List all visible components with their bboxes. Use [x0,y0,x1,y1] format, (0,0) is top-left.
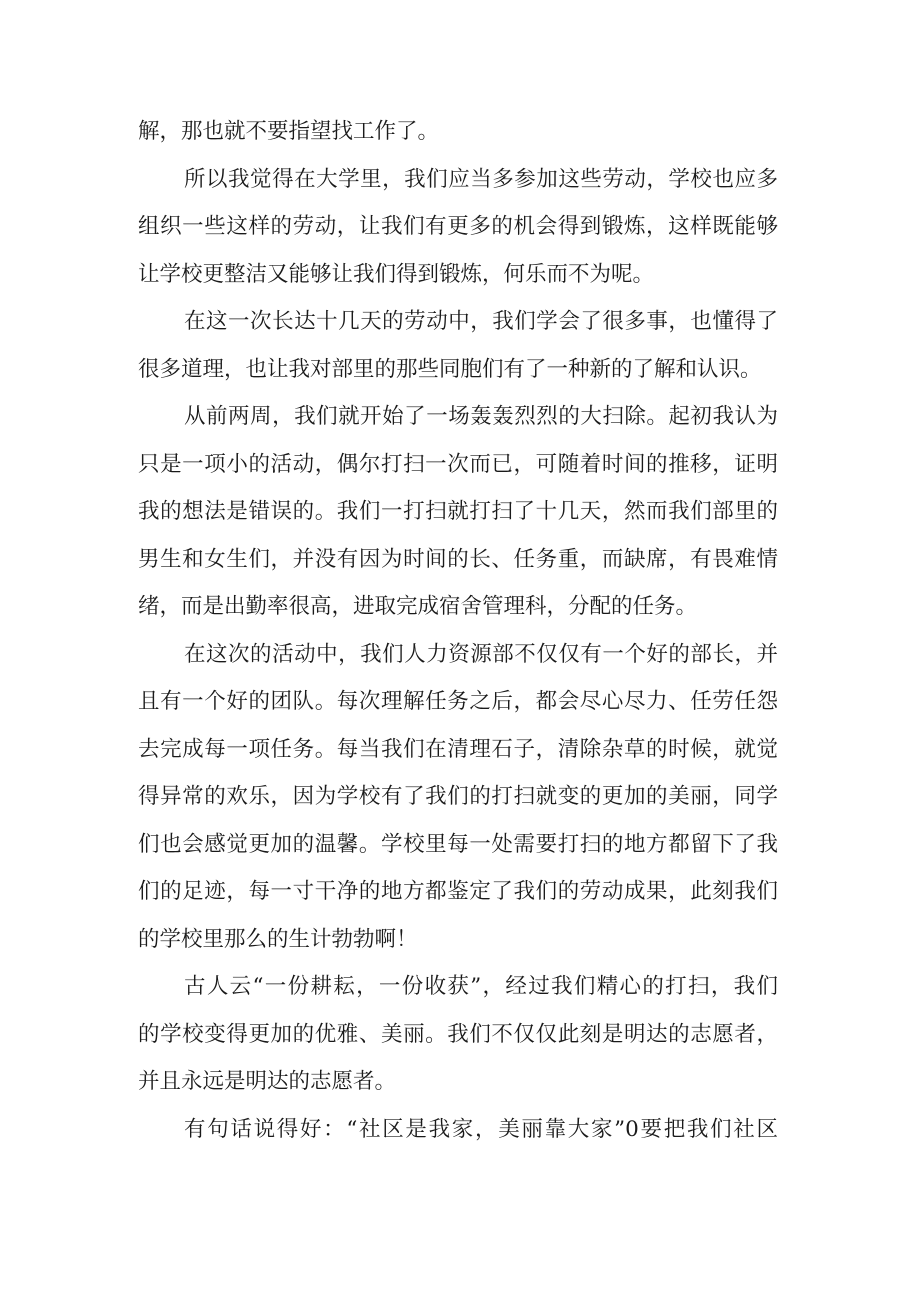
paragraph-line: 们的足迹，每一寸干净的地方都鉴定了我们的劳动成果，此刻我们 [138,879,778,904]
paragraph-line: 们也会感觉更加的温馨。学校里每一处需要打扫的地方都留下了我 [138,831,778,857]
paragraph-first-line: 在这一次长达十几天的劳动中，我们学会了很多事，也懂得了 [184,309,778,334]
paragraph-line: 绪，而是出勤率很高，进取完成宿舍管理科，分配的任务。 [138,594,698,619]
paragraph-line: 的学校变得更加的优雅、美丽。我们不仅仅此刻是明达的志愿者， [138,1021,778,1047]
body-text [138,108,778,1153]
paragraph-line: 且有一个好的团队。每次理解任务之后，都会尽心尽力、任劳任怨 [138,689,778,714]
paragraph-line: 很多道理，也让我对部里的那些同胞们有了一种新的了解和认识。 [138,356,762,382]
paragraph-first-line: 古人云“一份耕耘，一份收获”，经过我们精心的打扫，我们 [184,974,778,999]
paragraph-line: 去完成每一项任务。每当我们在清理石子，清除杂草的时候，就觉 [138,736,778,762]
paragraph-line: 只是一项小的活动，偶尔打扫一次而已，可随着时间的推移，证明 [138,451,778,477]
paragraph-first-line: 有句话说得好：“社区是我家，美丽靠大家”0要把我们社区 [184,1116,778,1142]
paragraph-line: 的学校里那么的生计勃勃啊！ [138,926,418,952]
paragraph-line: 解，那也就不要指望找工作了。 [138,119,440,144]
paragraph-first-line: 在这次的活动中，我们人力资源部不仅仅有一个好的部长，并 [184,641,778,667]
paragraph-line: 并且永远是明达的志愿者。 [138,1069,397,1094]
paragraph-line: 组织一些这样的劳动，让我们有更多的机会得到锻炼，这样既能够 [138,214,778,239]
paragraph-first-line: 从前两周，我们就开始了一场轰轰烈烈的大扫除。起初我认为 [184,404,778,429]
paragraph-line: 男生和女生们，并没有因为时间的长、任务重，而缺席，有畏难情 [138,546,778,572]
paragraph-line: 让学校更整洁又能够让我们得到锻炼，何乐而不为呢。 [138,261,655,287]
paragraph-first-line: 所以我觉得在大学里，我们应当多参加这些劳动，学校也应多 [184,166,778,192]
paragraph-line: 得异常的欢乐，因为学校有了我们的打扫就变的更加的美丽，同学 [138,784,778,809]
paragraph-line: 我的想法是错误的。我们一打扫就打扫了十几天，然而我们部里的 [138,499,778,524]
